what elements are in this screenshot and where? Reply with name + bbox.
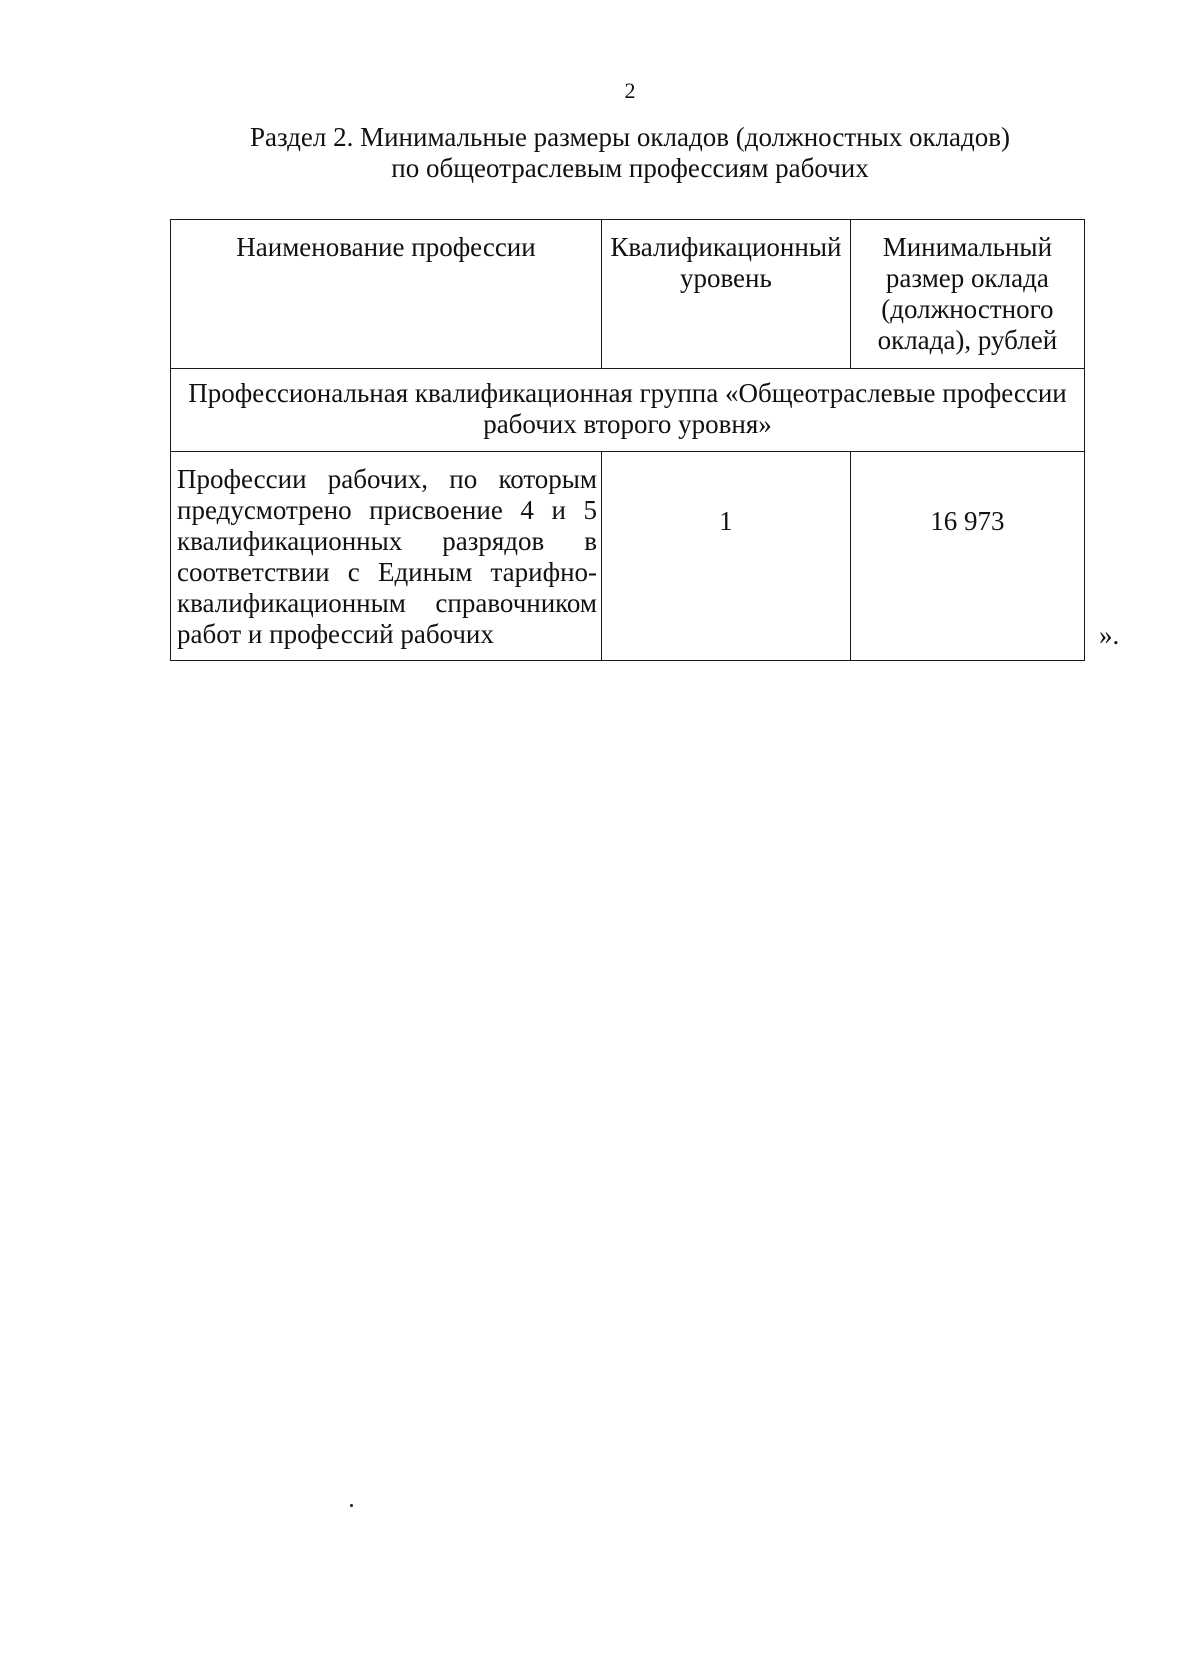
header-minimum-salary xyxy=(850,220,1084,369)
table-group-row xyxy=(171,369,1085,452)
table-header-row xyxy=(171,220,1085,369)
row-profession-name xyxy=(171,452,602,661)
stray-dot-mark xyxy=(350,1504,353,1507)
section-title-line-2: по общеотраслевым профессиям рабочих xyxy=(391,153,869,183)
table-row xyxy=(171,452,1085,661)
header-minimum-salary-text: Минимальный размер оклада (должностного оклада), рублей xyxy=(877,232,1058,355)
closing-quote: ». xyxy=(1099,620,1120,650)
professional-group-cell xyxy=(171,369,1085,452)
professional-group-text: Профессиональная квалификационная группа «Общеотраслевые профессии рабочих второго уровня» xyxy=(188,378,1067,439)
header-qualification-level-text: Квалификационный уровень xyxy=(610,232,842,293)
page-number: 2 xyxy=(624,78,636,103)
header-profession-name xyxy=(171,220,602,369)
header-profession-name-text: Наименование профессии xyxy=(236,232,536,262)
header-qualification-level xyxy=(602,220,851,369)
row-qualification-level xyxy=(602,452,851,661)
row-qualification-level-text: 1 xyxy=(719,506,733,536)
section-title xyxy=(170,122,1090,184)
section-title-line-1: Раздел 2. Минимальные размеры окладов (должностных окладов) xyxy=(249,122,1011,152)
row-minimum-salary-text: 16 973 xyxy=(930,506,1005,536)
row-minimum-salary xyxy=(850,452,1084,661)
row-profession-name-text: Профессии рабочих, по которым предусмотрено присвоение 4 и 5 квалификационных разрядов в соответствии с Единым тарифно-квалификационным справочником работ и профессий рабочих xyxy=(177,464,598,649)
salary-table xyxy=(170,219,1085,661)
